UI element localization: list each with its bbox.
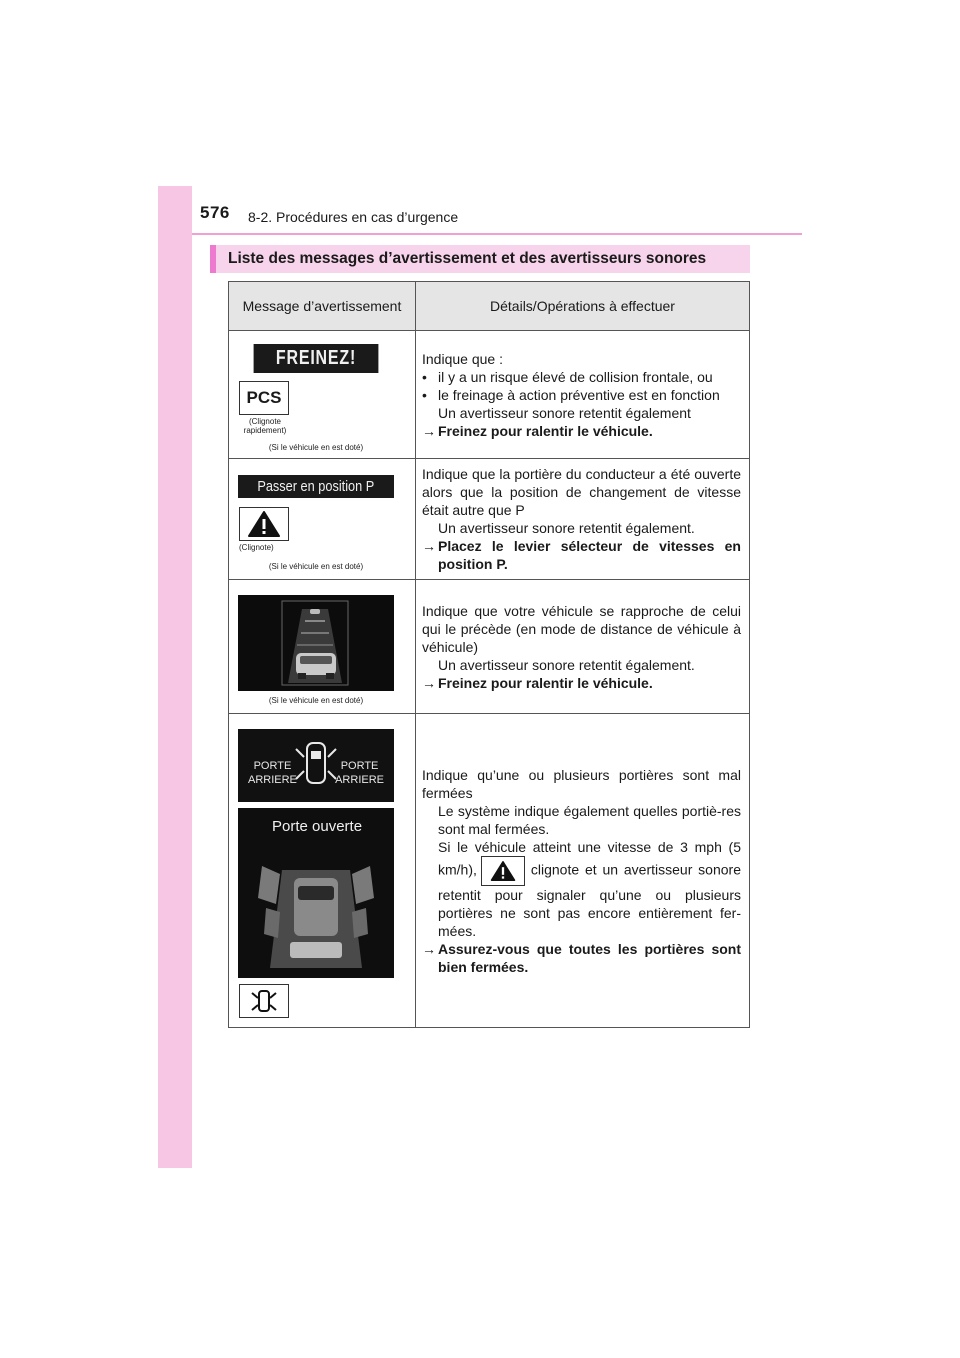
park-display: [238, 475, 394, 498]
detail-speed: Si le véhicule atteint une vitesse de 3 mph (5 km/h), clignote et un avertisseur sonore retentit pour signaler qu’une ou plusieurs portières ne sont pas encore entièrement fer-mées.: [438, 838, 741, 939]
action-line: → Freinez pour ralentir le véhicule.: [422, 422, 653, 439]
detail-extra: Un avertisseur sonore retentit également.: [438, 656, 695, 673]
action-line: → Placez le levier sélecteur de vitesses en position P.: [422, 538, 741, 572]
detail-text: Indique que la portière du conducteur a été ouverte alors que la position de changement de vitesse était autre que P: [422, 466, 741, 518]
warning-icon: [239, 507, 289, 541]
park-text: Passer en position P: [257, 477, 375, 495]
equipment-note: (Si le véhicule en est doté): [268, 561, 364, 571]
details-cell: [416, 714, 750, 1028]
door-open-display: [238, 808, 394, 978]
details-cell: [416, 580, 750, 714]
detail-extra: Un avertisseur sonore retentit également: [438, 404, 691, 421]
equipment-note: (Si le véhicule en est doté): [268, 443, 364, 452]
door-ajar-icon: [239, 984, 289, 1018]
action-line: → Freinez pour ralentir le véhicule.: [422, 674, 653, 691]
detail-extra: Le système indique également quelles portiè-res sont mal fermées.: [438, 802, 741, 837]
message-cell: [229, 714, 416, 1028]
details-cell: [416, 331, 750, 459]
table-row: [229, 331, 750, 459]
list-item: • il y a un risque élevé de collision frontale, ou: [422, 368, 713, 385]
door-open-text: Porte ouverte: [272, 818, 363, 835]
distance-display: [238, 595, 394, 691]
message-cell: [229, 331, 416, 459]
list-item: • le freinage à action préventive est en fonction: [422, 386, 720, 403]
table-header-row: [229, 282, 750, 331]
detail-intro: Indique que :: [422, 350, 503, 367]
section-heading: Liste des messages d’avertissement et des avertisseurs sonores: [210, 245, 750, 273]
details-cell: [416, 459, 750, 580]
door-right-label: PORTE ARRIERE: [335, 760, 384, 786]
side-tab-strip: [158, 186, 192, 1168]
header-message: Message d’avertissement: [229, 282, 416, 331]
pcs-label: PCS: [246, 388, 282, 407]
car-door-icon: [249, 988, 279, 1014]
message-cell: [229, 580, 416, 714]
approach-car-icon: [238, 595, 394, 691]
table-row: [229, 459, 750, 580]
header-rule: [192, 233, 802, 235]
detail-extra: Un avertisseur sonore retentit également.: [438, 520, 695, 536]
detail-text: Indique que votre véhicule se rapproche de celui qui le précède (en mode de distance de véhicule à véhicule): [422, 602, 741, 655]
pcs-icon: [239, 381, 289, 415]
equipment-note: (Si le véhicule en est doté): [268, 696, 364, 705]
warning-icon: [481, 856, 525, 886]
freinez-text: FREINEZ!: [275, 347, 357, 369]
icon-caption: (Clignote): [239, 542, 274, 552]
rear-door-display: [238, 729, 394, 802]
warning-table: [228, 281, 750, 1028]
freinez-display: [254, 344, 379, 373]
table-row: [229, 714, 750, 1028]
warning-triangle-icon: [247, 510, 281, 538]
icon-caption: (Clignote rapidement): [243, 417, 287, 435]
table-row: [229, 580, 750, 714]
car-top-icon: [238, 729, 394, 802]
door-left-label: PORTE ARRIERE: [248, 760, 297, 786]
page-number: 576: [200, 203, 230, 222]
message-cell: [229, 459, 416, 580]
detail-text: Indique qu’une ou plusieurs portières sont mal fermées: [422, 766, 741, 801]
section-title: 8-2. Procédures en cas d’urgence: [248, 209, 459, 225]
action-line: → Assurez-vous que toutes les portières sont bien fermées.: [422, 940, 741, 975]
open-doors-car-icon: [238, 808, 394, 978]
warning-triangle-icon: [490, 860, 516, 882]
header-details: Détails/Opérations à effectuer: [416, 282, 750, 331]
